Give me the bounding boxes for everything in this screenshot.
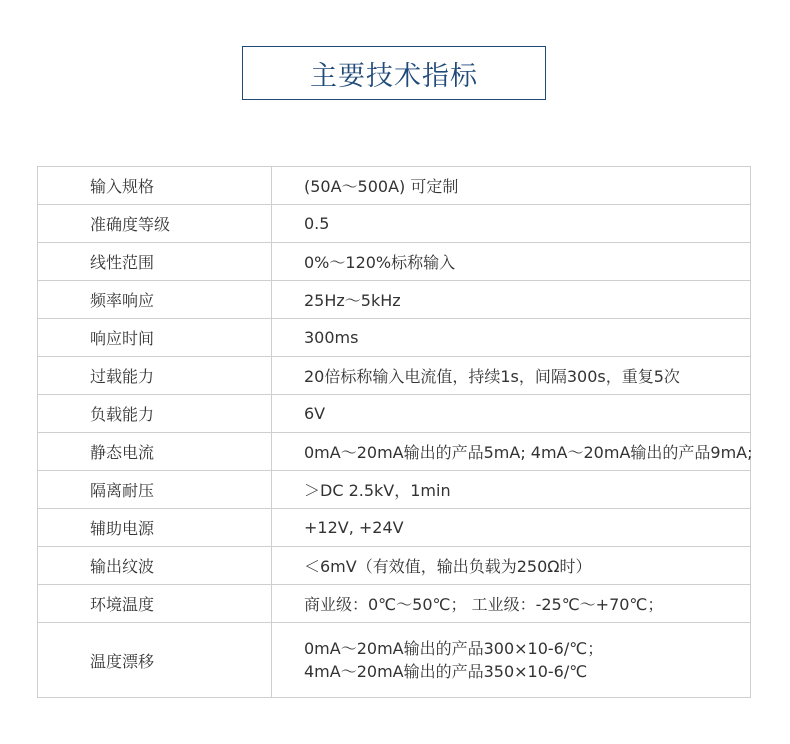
page-title: 主要技术指标	[310, 60, 478, 92]
spec-label: 过载能力	[38, 357, 272, 395]
spec-value: (50A～500A) 可定制	[272, 167, 751, 205]
spec-value-line: 4mA～20mA输出的产品350×10-6/℃	[304, 662, 588, 681]
table-row	[38, 167, 751, 205]
table-row	[38, 357, 751, 395]
spec-value: 20倍标称输入电流值，持续1s，间隔300s，重复5次	[272, 357, 751, 395]
spec-label: 输出纹波	[38, 547, 272, 585]
spec-value: 商业级：0℃～50℃； 工业级：-25℃～+70℃；	[272, 585, 751, 623]
spec-label: 温度漂移	[38, 623, 272, 698]
spec-value: ＞DC 2.5kV，1min	[272, 471, 751, 509]
spec-value-line: 0mA～20mA输出的产品300×10-6/℃；	[304, 639, 604, 658]
spec-label: 响应时间	[38, 319, 272, 357]
table-row	[38, 395, 751, 433]
spec-value: 0mA～20mA输出的产品5mA; 4mA～20mA输出的产品9mA;	[272, 433, 751, 471]
table-row	[38, 547, 751, 585]
table-row	[38, 281, 751, 319]
table-row	[38, 471, 751, 509]
spec-value: 25Hz～5kHz	[272, 281, 751, 319]
table-row	[38, 623, 751, 698]
spec-value	[272, 623, 751, 698]
spec-label: 隔离耐压	[38, 471, 272, 509]
table-row	[38, 205, 751, 243]
spec-value: 6V	[272, 395, 751, 433]
spec-label: 辅助电源	[38, 509, 272, 547]
spec-value: 0.5	[272, 205, 751, 243]
table-row	[38, 319, 751, 357]
spec-value: 300ms	[272, 319, 751, 357]
spec-label: 输入规格	[38, 167, 272, 205]
spec-label: 线性范围	[38, 243, 272, 281]
title-box	[242, 46, 546, 100]
spec-label: 静态电流	[38, 433, 272, 471]
spec-value: +12V, +24V	[272, 509, 751, 547]
table-row	[38, 243, 751, 281]
table-row	[38, 433, 751, 471]
spec-label: 环境温度	[38, 585, 272, 623]
spec-label: 准确度等级	[38, 205, 272, 243]
spec-value: 0%～120%标称输入	[272, 243, 751, 281]
table-row	[38, 509, 751, 547]
spec-table	[37, 166, 751, 698]
spec-value: ＜6mV（有效值，输出负载为250Ω时）	[272, 547, 751, 585]
table-row	[38, 585, 751, 623]
spec-label: 负载能力	[38, 395, 272, 433]
spec-label: 频率响应	[38, 281, 272, 319]
